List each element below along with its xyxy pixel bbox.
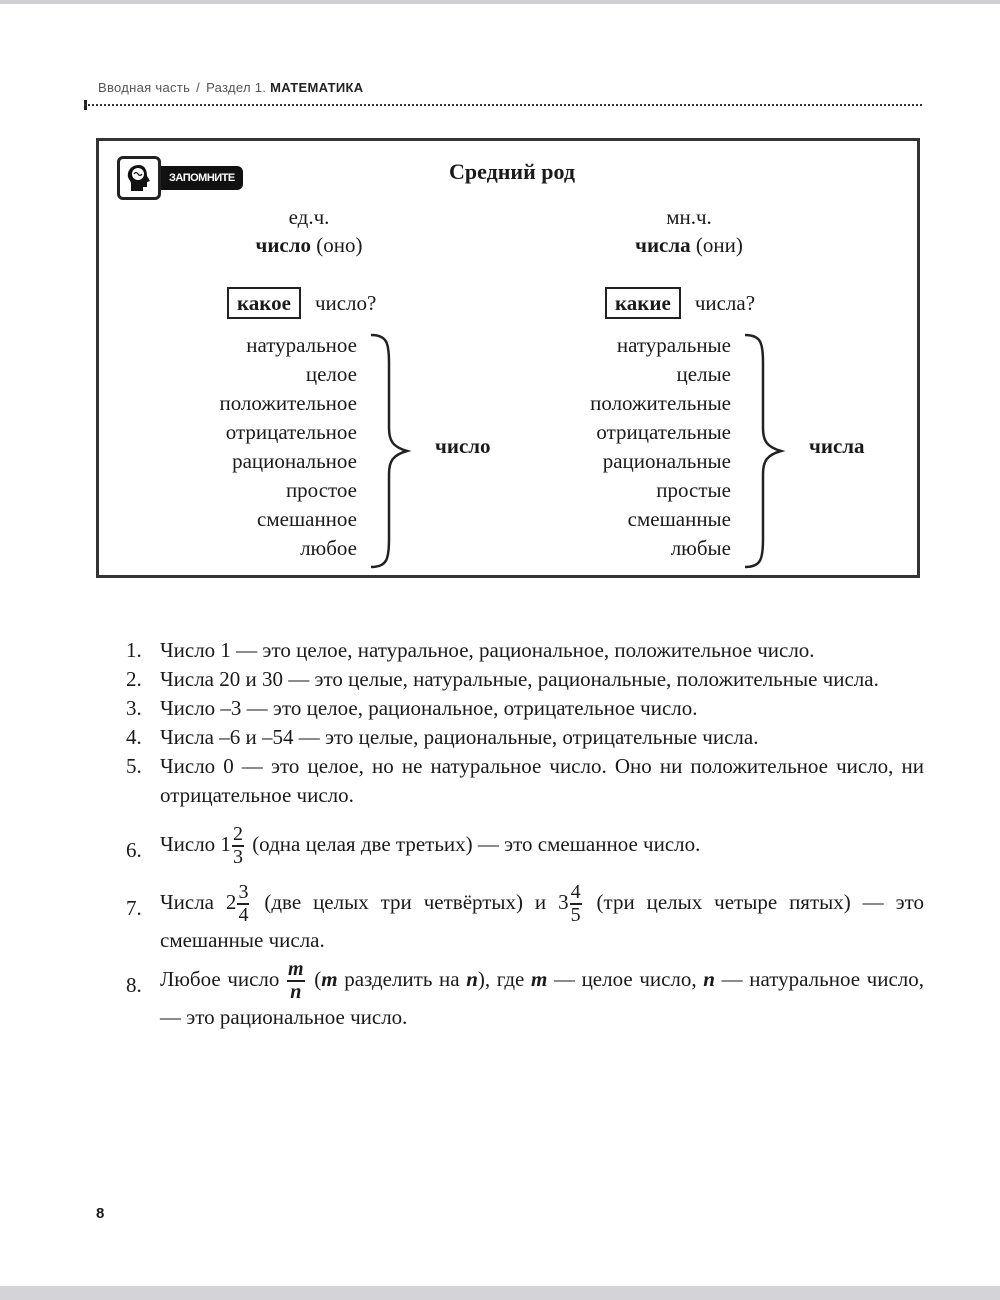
fact-item — [126, 752, 924, 810]
fact-text-part: (одна целая две третьих) — это смешанное число. — [246, 831, 701, 856]
fraction-denominator: 4 — [238, 904, 249, 926]
fact-number: 8. — [126, 973, 142, 997]
fraction — [287, 959, 305, 1003]
fact-text — [160, 959, 924, 1032]
dotted-divider — [84, 104, 922, 106]
singular-question — [227, 287, 376, 319]
fraction-denominator: 5 — [570, 904, 581, 926]
fact-text-part: (три целых четыре пятых) — это смешанные числа. — [160, 889, 924, 952]
fact-text-part: — целое число, — [547, 966, 704, 991]
fact-number: 3. — [126, 696, 142, 720]
variable-m: m — [321, 966, 338, 991]
fraction — [237, 882, 249, 926]
adjective-item: отрицательные — [596, 420, 731, 444]
fact-text: Число 1 — это целое, натуральное, рациональное, положительное число. — [160, 638, 815, 662]
adjective-item: любые — [670, 536, 731, 560]
fact-item — [126, 959, 924, 1032]
singular-head — [209, 203, 409, 259]
fact-text-part: Числа 2 — [160, 889, 237, 914]
adjective-item: рациональное — [232, 449, 357, 473]
fact-text-part: Любое число — [160, 966, 287, 991]
fact-number: 4. — [126, 725, 142, 749]
singular-brace-target: число — [435, 434, 491, 458]
remember-box — [96, 138, 920, 578]
fact-text-part: (две целых три четвёртых) и 3 — [252, 889, 569, 914]
adjective-item: рациональные — [602, 449, 731, 473]
fact-item — [126, 636, 924, 665]
singular-word: число — [255, 233, 312, 257]
plural-word: числа — [635, 233, 691, 257]
breadcrumb-separator: / — [196, 80, 201, 95]
section-prefix: Раздел 1. — [206, 80, 267, 95]
adjective-item: простые — [656, 478, 731, 502]
fraction-denominator: 3 — [232, 846, 243, 868]
fact-number: 1. — [126, 638, 142, 662]
fraction-numerator: 2 — [232, 823, 243, 845]
variable-n: n — [466, 966, 478, 991]
adjective-item: положительное — [219, 391, 357, 415]
plural-brace-target: числа — [809, 434, 865, 458]
singular-pronoun: (оно) — [316, 233, 363, 257]
viewer-top-bar — [0, 0, 1000, 4]
plural-question-word: какие — [605, 287, 681, 319]
plural-pronoun: (они) — [695, 233, 743, 257]
fact-item — [126, 824, 924, 868]
fact-number: 5. — [126, 754, 142, 778]
adjective-item: смешанное — [257, 507, 357, 531]
variable-m: m — [530, 966, 548, 991]
fact-text-part: ( — [307, 966, 322, 991]
facts-list — [126, 636, 924, 1032]
fact-text: Числа 20 и 30 — это целые, натуральные, рациональные, положительные числа. — [160, 667, 879, 691]
fraction — [232, 824, 244, 868]
head-brain-icon — [117, 156, 161, 200]
fact-text — [160, 882, 924, 955]
fact-number: 7. — [126, 896, 142, 920]
fact-item — [126, 882, 924, 955]
fraction-numerator: m — [288, 958, 304, 980]
singular-question-word: какое — [227, 287, 301, 319]
adjective-item: целые — [676, 362, 731, 386]
fraction-numerator: 3 — [238, 881, 249, 903]
fact-item — [126, 694, 924, 723]
adjective-item: натуральные — [616, 333, 731, 357]
fact-text: Числа –6 и –54 — это целые, рациональные, отрицательные числа. — [160, 725, 759, 749]
fact-item — [126, 665, 924, 694]
plural-question-rest: числа? — [694, 290, 756, 315]
adjective-item: натуральное — [246, 333, 357, 357]
adjective-item: любое — [300, 536, 357, 560]
variable-n: n — [703, 966, 715, 991]
plural-adjective-list — [590, 331, 731, 563]
memo-title: Средний род — [449, 159, 575, 184]
viewer-bottom-bar — [0, 1286, 1000, 1300]
singular-brace — [367, 333, 427, 569]
fraction-denominator: n — [290, 981, 302, 1003]
plural-head — [589, 203, 789, 259]
adjective-item: простое — [285, 478, 357, 502]
adjective-item: положительные — [590, 391, 731, 415]
fact-number: 2. — [126, 667, 142, 691]
fact-text — [160, 824, 924, 868]
fact-text-part: — натуральное число, — это рациональное число. — [160, 966, 924, 1029]
remember-label: ЗАПОМНИТЕ — [157, 166, 243, 190]
adjective-item: целое — [305, 362, 357, 386]
section-name: МАТЕМАТИКА — [270, 80, 364, 95]
part-name: Вводная часть — [98, 80, 191, 95]
plural-brace — [741, 333, 801, 569]
plural-question — [605, 287, 755, 319]
fact-text: Число 0 — это целое, но не натуральное число. Оно ни положительное число, ни отрицательное число. — [160, 754, 924, 807]
fact-text-part: ), где — [477, 966, 531, 991]
fact-text: Число –3 — это целое, рациональное, отрицательное число. — [160, 696, 698, 720]
fact-item — [126, 723, 924, 752]
running-head — [98, 80, 363, 95]
singular-question-rest: число? — [314, 290, 377, 315]
fact-number: 6. — [126, 838, 142, 862]
adjective-item: смешанные — [627, 507, 731, 531]
page-number: 8 — [96, 1205, 105, 1222]
singular-adjective-list — [219, 331, 357, 563]
fraction-numerator: 4 — [570, 881, 581, 903]
fact-text-part: Число 1 — [160, 831, 231, 856]
singular-number-label: ед.ч. — [288, 205, 330, 229]
adjective-item: отрицательное — [225, 420, 357, 444]
plural-number-label: мн.ч. — [666, 205, 712, 229]
fact-text-part: разделить на — [337, 966, 467, 991]
fraction — [570, 882, 582, 926]
